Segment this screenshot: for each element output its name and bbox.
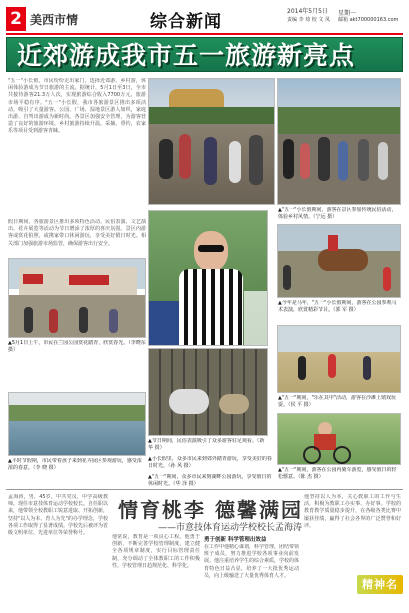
caption-lake-trees: ▲平时节假期，市民带着孩子来到花卉展区参观游玩，感受浓浓的春意。（李 晓 摄） bbox=[8, 458, 142, 471]
photo-cycling bbox=[277, 413, 401, 465]
photo-street-park bbox=[8, 258, 146, 338]
section2-col1: 孟海涛，男，45岁，中共党员，中学高级教师。现任市意技体育运动学校校长。自任职以来，他带领全校教职工锐意进取、开拓创新，坚持"以人为本、育人为先"的办学理念，学校各项工作取得了显著成绩。学校先后被评为省级文明单位、先进单位等荣誉称号。 bbox=[8, 494, 108, 537]
caption-street-park: ▲5月1日上午，市民在兰园公园赏花踏青，欣赏春光。（李晓东 摄） bbox=[8, 340, 146, 353]
badge: 精神名片 bbox=[357, 575, 403, 594]
caption-woman-sunglasses: ▲"五一"期间，众多市民来到湖畔公园游玩，享受假日的休闲时光。（华 泽 摄） bbox=[148, 474, 272, 487]
section2-subtitle: ——市意技体育运动学校校长孟海涛 bbox=[158, 523, 303, 533]
section-name: 美西市情 bbox=[30, 13, 79, 27]
page-number-tab: 2 bbox=[6, 7, 26, 31]
article-lead: "五一"小长假，市民纷纷走出家门，选择近郊游、乡村游，休闲体验游成为节日旅游的主流。据统计，5月1日至3日，全市共接待游客21.3万人次，实现旅游综合收入7700万元，旅游市场平稳有序。"五一"小长假，我市各旅游景区推出多项活动，吸引了大量游客。公园、广场、湿地景区游人如织，家庭出游、自驾出游成为新时尚。各景区加强安全管理，为游客营造了良好的旅游环境。乡村旅游持续升温，采摘、垂钓、农家乐等项目受到游客青睐。 bbox=[8, 78, 146, 135]
contact-email: 邮箱 akt700000163.com bbox=[338, 17, 399, 23]
photo-crowd-festival bbox=[148, 78, 275, 205]
photo-horse-show bbox=[277, 224, 401, 298]
section2-col4: 他坚持以人为本，关心教职工的工作与生活，积极为教职工办实事、办好事。学校的教育教学质量稳步提升，在各级各类比赛中屡获佳绩，赢得了社会各界的广泛赞誉和好评。 bbox=[304, 494, 401, 529]
editors: 责编 李 琦 校 文 凤 bbox=[287, 17, 330, 23]
caption-crowd-square: ▲"五一"小长假期间，游客在景区参加传统民俗活动，体验乡村风情。（宁远 摄） bbox=[278, 207, 397, 220]
section2-col2: 他常说，教育是一项良心工程。他勇于创新，不断完善学校管理制度，建立健全各项规章制度，实行目标管理责任制，充分调动了全体教职工的工作积极性。学校管理日趋规范化、科学化。 bbox=[112, 534, 200, 569]
headline-band bbox=[6, 37, 403, 72]
section2-col3: 在工作中他精心谋划，科学管理，团结带领班子成员，努力推进学校各项事业向前发展。他注重培养学生的综合素质，学校的体育特色日益凸显，培养了一大批优秀运动员，向上级输送了大量优秀体育人才。 bbox=[204, 544, 299, 579]
caption-countryside: ▲小长假里，众多市民来到郊外踏青游玩，享受美好的春日时光。（孙 风 摄） bbox=[148, 456, 272, 469]
photo-crowd-square bbox=[277, 78, 401, 205]
headline: 近郊游成我市五一旅游新亮点 bbox=[17, 41, 356, 70]
caption-animal-pen: ▲节日期间，民俗表演吸引了众多游客驻足观看。（新华 摄） bbox=[148, 438, 265, 451]
photo-lake-trees bbox=[8, 392, 146, 456]
photo-lakeside bbox=[277, 325, 401, 393]
photo-animal-pen bbox=[148, 348, 268, 436]
caption-lakeside: ▲"五一"期间，"乐在其中"活动，游客在沙滩上嬉戏玩耍。（侯 平 摄） bbox=[278, 395, 397, 408]
issue-date: 2014年5月5日 bbox=[287, 8, 328, 15]
article-lead-2: 假日期间，各旅游景区推出多项特色活动。民俗表演、文艺演出、花卉展览等活动为节日增添了浓厚的喜庆氛围。景区内游客或赏花拍照，或携家带口休闲游玩，享受美好假日时光。相关部门加强旅游市场监管，确保游客出行安全。 bbox=[8, 219, 146, 247]
section-divider bbox=[6, 489, 403, 490]
caption-cycling: ▲"五一"期间，游客在公园内骑车游览，感受假日的轻松惬意。（陈 杰 摄） bbox=[278, 467, 397, 480]
caption-horse-show: ▲今年是马年，"五一"小长假期间，游客在公园参观马术表演，欣赏精彩节目。（郭 军 摄） bbox=[278, 300, 397, 313]
issue-weekday: 星期一 bbox=[338, 10, 357, 17]
section2-title: 情育桃李 德馨满园 bbox=[118, 498, 303, 522]
header-rule bbox=[6, 33, 403, 35]
photo-woman-sunglasses bbox=[148, 210, 268, 346]
section2-subhead1: 勇于创新 科学管理出效益 bbox=[204, 537, 267, 543]
page-title: 综合新闻 bbox=[150, 12, 222, 32]
